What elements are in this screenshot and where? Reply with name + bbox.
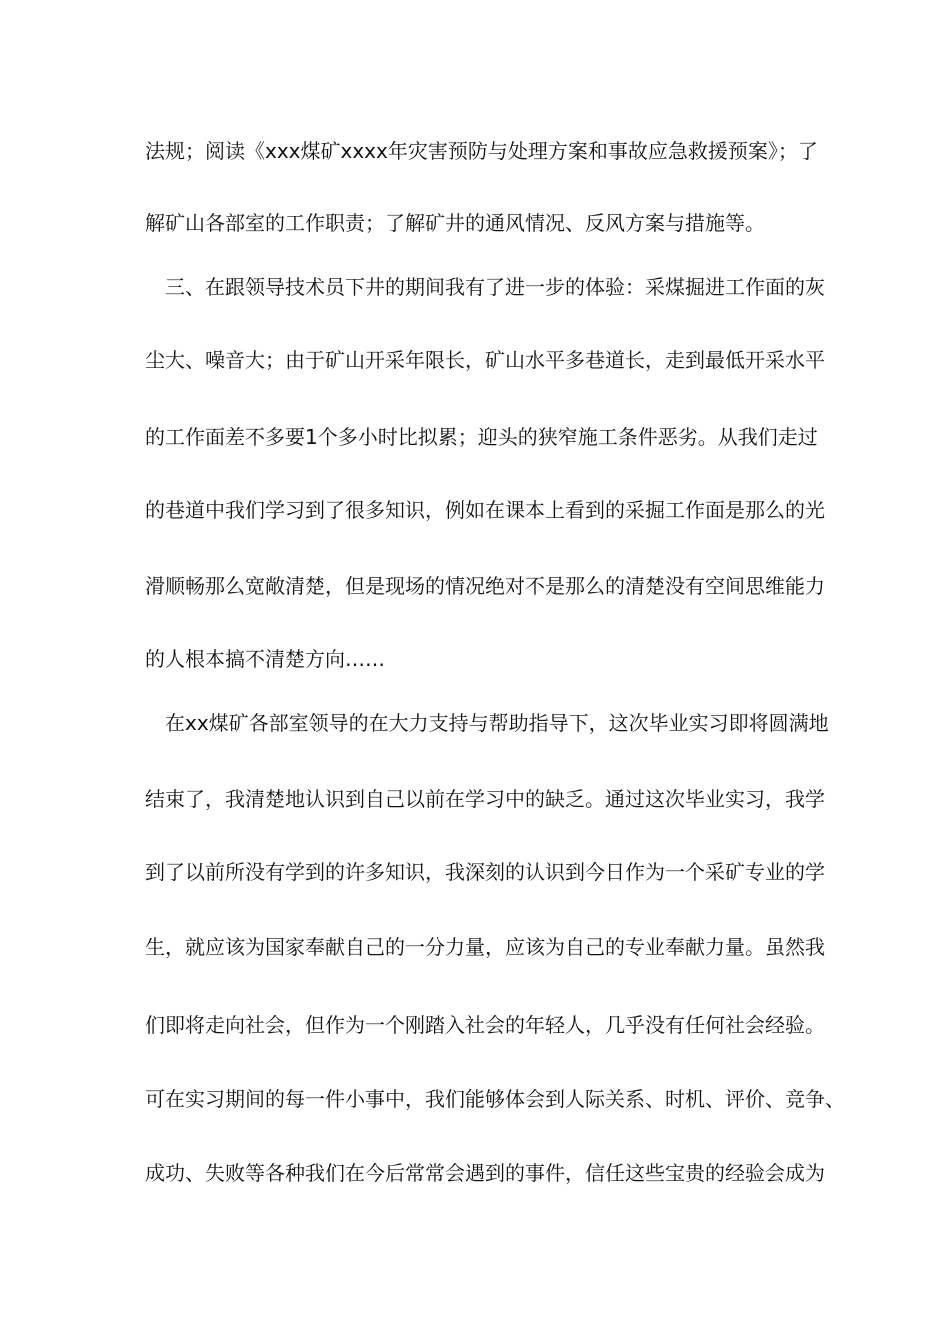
text-line: 的工作面差不多要1个多小时比拟累；迎头的狭窄施工条件恶劣。从我们走过: [145, 425, 818, 449]
text-line: 生，就应该为国家奉献自己的一分力量，应该为自己的专业奉献力量。虽然我: [145, 935, 825, 959]
text-line: 可在实习期间的每一件小事中，我们能够体会到人际关系、时机、评价、竞争、: [145, 1087, 845, 1111]
text-line: 法规；阅读《xxx煤矿xxxx年灾害预防与处理方案和事故应急救援预案》；了: [145, 139, 818, 163]
text-line: 们即将走向社会，但作为一个刚踏入社会的年轻人，几乎没有任何社会经验。: [145, 1013, 825, 1037]
text-line: 到了以前所没有学到的许多知识，我深刻的认识到今日作为一个采矿专业的学: [145, 860, 825, 884]
text-line: 成功、失败等各种我们在今后常常会遇到的事件，信任这些宝贵的经验会成为: [145, 1161, 825, 1185]
text-line: 的人根本搞不清楚方向……: [145, 647, 385, 671]
text-line: 滑顺畅那么宽敞清楚，但是现场的情况绝对不是那么的清楚没有空间思维能力: [145, 574, 825, 598]
text-line: 尘大、噪音大；由于矿山开采年限长，矿山水平多巷道长，走到最低开采水平: [145, 348, 825, 372]
paragraph-start-line: 三、在跟领导技术员下井的期间我有了进一步的体验：采煤掘进工作面的灰: [165, 275, 825, 299]
text-line: 的巷道中我们学习到了很多知识，例如在课本上看到的采掘工作面是那么的光: [145, 498, 825, 522]
text-line: 解矿山各部室的工作职责；了解矿井的通风情况、反风方案与措施等。: [145, 211, 765, 235]
text-line: 结束了，我清楚地认识到自己以前在学习中的缺乏。通过这次毕业实习，我学: [145, 787, 825, 811]
paragraph-start-line: 在xx煤矿各部室领导的在大力支持与帮助指导下，这次毕业实习即将圆满地: [165, 711, 829, 735]
